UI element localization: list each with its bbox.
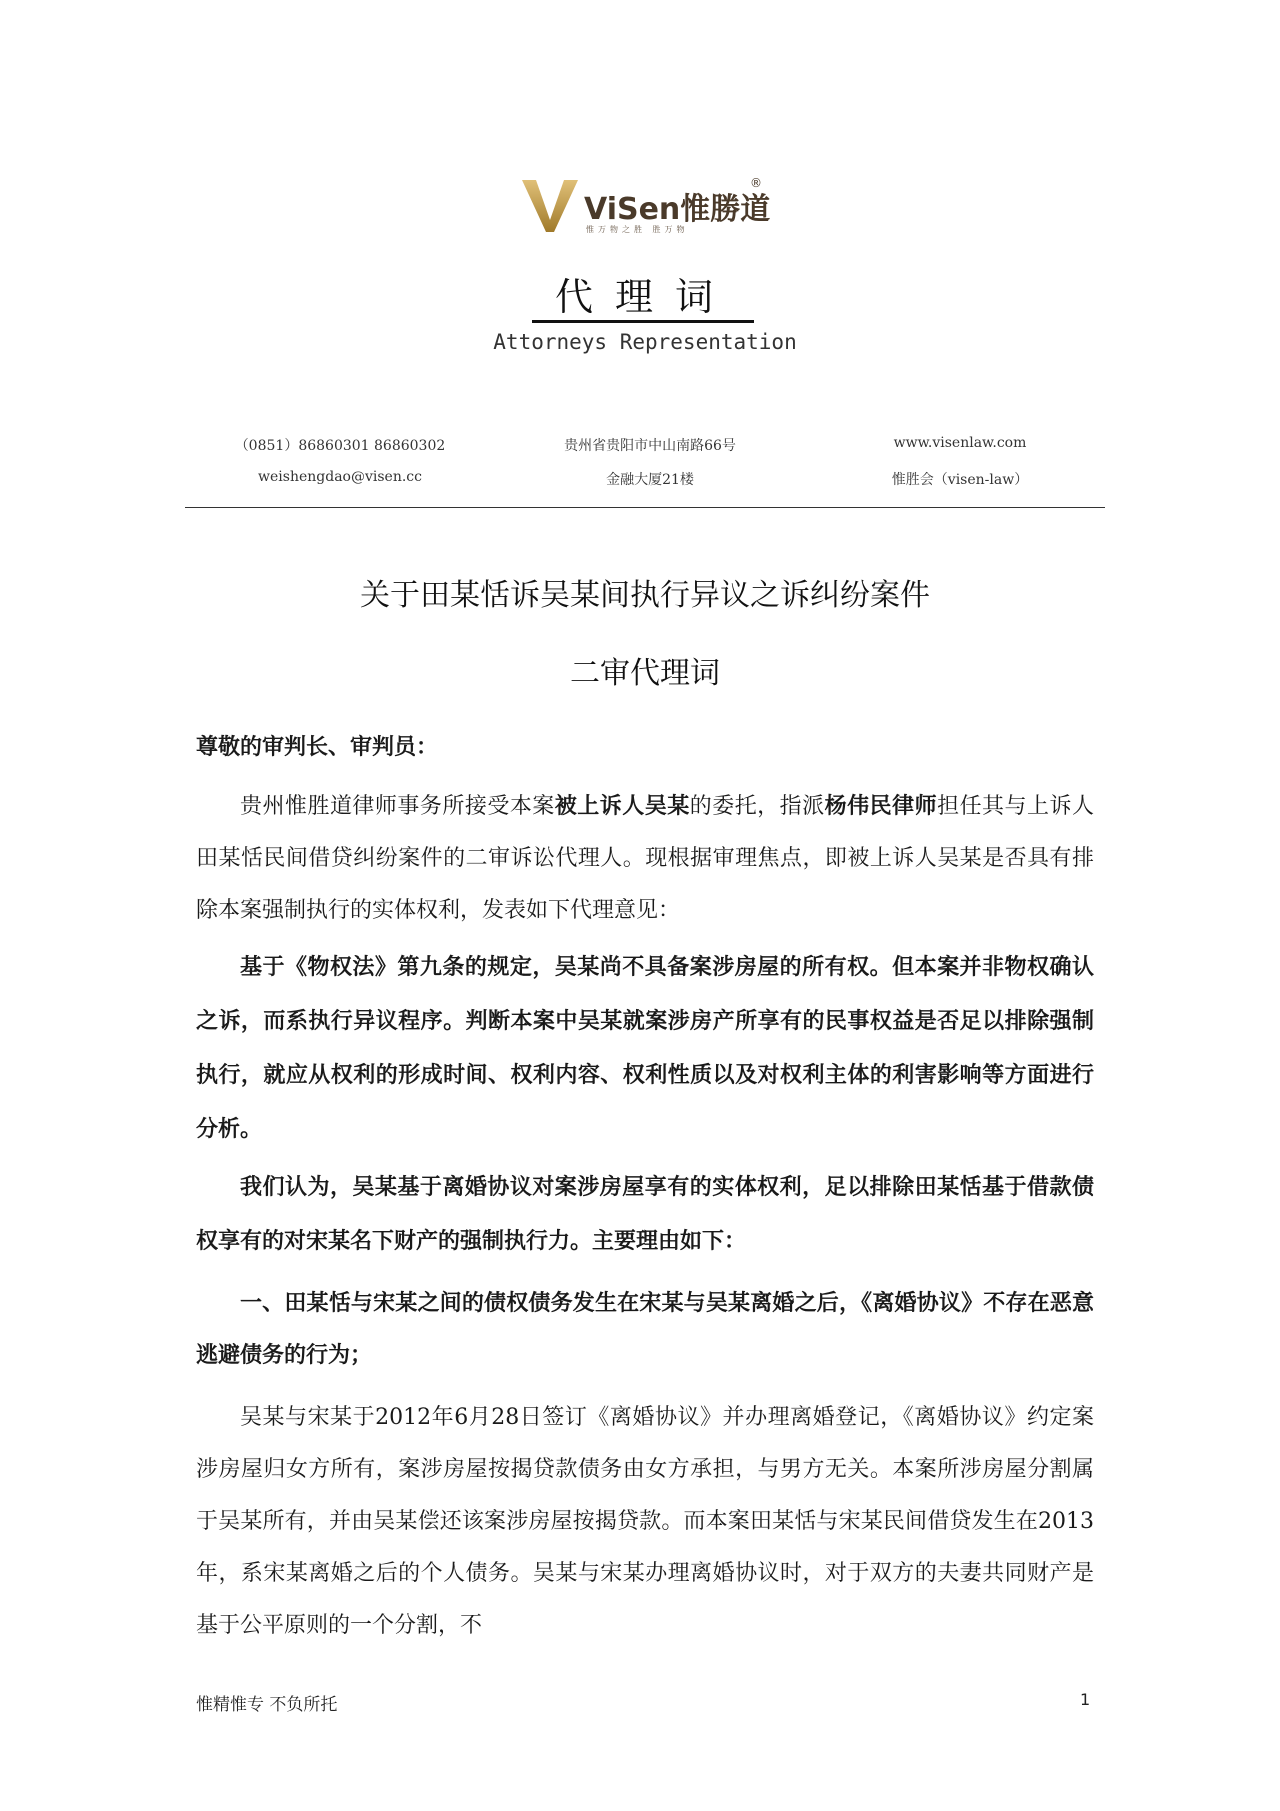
intro-text-1: 贵州惟胜道律师事务所接受本案 xyxy=(240,794,555,819)
body-paragraph-1-text: 吴某与宋某于2012年6月28日签订《离婚协议》并办理离婚登记，《离婚协议》约定案涉房屋归女方所有，案涉房屋按揭贷款债务由女方承担，与男方无关。本案所涉房屋分割属于吴某所有，并由吴某偿还该案涉房屋按揭贷款。而本案田某恬与宋某民间借贷发生在2013年，系宋某离婚之后的个人债务。吴某与宋某办理离婚协议时，对于双方的夫妻共同财产是基于公平原则的一个分割，不 xyxy=(196,1405,1094,1638)
visen-v-logo-icon xyxy=(520,174,580,234)
opinion-text-1: 基于《物权法》第九条的规定，吴某尚不具备案涉房屋的所有权。但本案并非物权确认之诉，而系执行异议程序。判断本案中吴某就案涉房产所享有的民事权益是否足以排除强制执行，就应从权利的形成时间、权利内容、权利性质以及对权利主体的利害影响等方面进行分析。 xyxy=(196,954,1094,1142)
intro-lawyer: 杨伟民律师 xyxy=(824,793,938,819)
header-divider xyxy=(185,507,1105,508)
document-subtitle: Attorneys Representation xyxy=(493,330,797,354)
salutation: 尊敬的审判长、审判员： xyxy=(196,734,439,760)
section-heading-1 xyxy=(196,1277,1094,1381)
case-title-line1: 关于田某恬诉吴某间执行异议之诉纠纷案件 xyxy=(360,578,930,613)
section-heading-1-text: 一、田某恬与宋某之间的债权债务发生在宋某与吴某离婚之后，《离婚协议》不存在恶意逃避债务的行为； xyxy=(196,1290,1094,1368)
page-number: 1 xyxy=(1080,1690,1091,1709)
intro-text-2: 的委托，指派 xyxy=(689,794,825,819)
intro-paragraph xyxy=(196,780,1094,937)
document-title: 代理词 xyxy=(554,275,735,319)
title-underline xyxy=(532,320,754,323)
contact-address-line1: 贵州省贵阳市中山南路66号 xyxy=(564,438,736,454)
logo-brand-text: ViSen惟勝道 xyxy=(584,192,771,227)
opinion-paragraph-1 xyxy=(196,940,1094,1156)
intro-appellee: 被上诉人吴某 xyxy=(554,793,690,819)
intro-text-3: 担任其与上诉人田某恬民间借贷纠纷案件的二审诉讼代理人。现根据审理焦点，即被上诉人吴某是否具有排除本案强制执行的实体权利，发表如下代理意见： xyxy=(196,794,1094,923)
firm-logo xyxy=(520,174,770,236)
opinion-text-2: 我们认为，吴某基于离婚协议对案涉房屋享有的实体权利，足以排除田某恬基于借款债权享有的对宋某名下财产的强制执行力。主要理由如下： xyxy=(196,1174,1094,1254)
contact-phone: （0851）86860301 86860302 xyxy=(234,438,446,454)
case-title-line2: 二审代理词 xyxy=(570,656,720,691)
contact-address-line2: 金融大厦21楼 xyxy=(606,472,694,488)
body-paragraph-1 xyxy=(196,1392,1094,1652)
footer-motto: 惟精惟专 不负所托 xyxy=(196,1695,338,1715)
contact-website: www.visenlaw.com xyxy=(893,435,1027,451)
registered-mark: ® xyxy=(750,176,762,190)
opinion-paragraph-2 xyxy=(196,1160,1094,1268)
contact-email: weishengdao@visen.cc xyxy=(258,469,422,485)
contact-wechat: 惟胜会（visen-law） xyxy=(891,472,1029,488)
logo-slogan: 惟万物之胜 胜万物 xyxy=(586,225,689,234)
